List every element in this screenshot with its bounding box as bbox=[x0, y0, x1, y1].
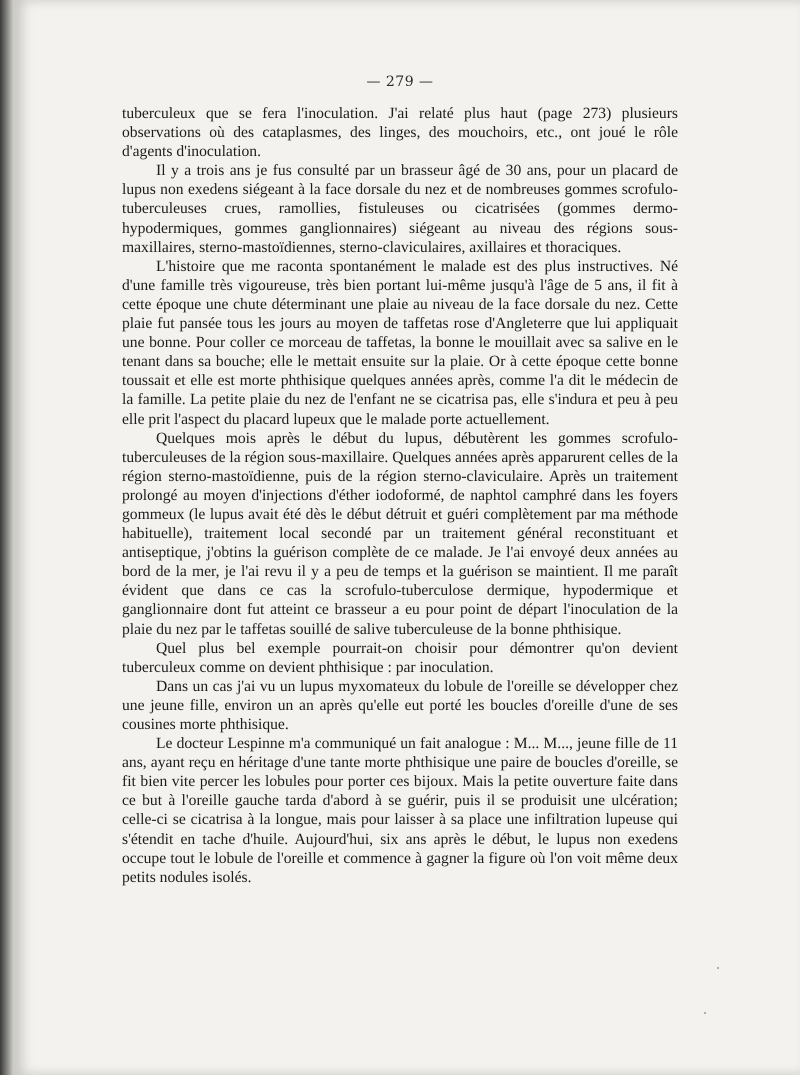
paragraph-3: L'histoire que me raconta spontanément le malade est des plus instructives. Né d'une famille très vigoureuse, très bien portant lui-même jusqu'à l'âge de 5 ans, il fit à cette époque une chute déterminant une plaie au niveau de la face dorsale du nez. Cette plaie fut pansée tous les jours au moyen de taffetas rose d'Angleterre que lui appliquait une bonne. Pour coller ce morceau de taffetas, la bonne le mouillait avec sa salive en le tenant dans sa bouche; elle le mettait ensuite sur la plaie. Or à cette époque cette bonne toussait et elle est morte phthisique quelques années après, comme l'a dit le médecin de la famille. La petite plaie du nez de l'enfant ne se cicatrisa pas, elle s'indura et peu à peu elle prit l'aspect du placard lupeux que le malade porte actuellement. bbox=[122, 257, 678, 428]
paragraph-4: Quelques mois après le début du lupus, débutèrent les gommes scrofulo-tuberculeuses de la région sous-maxillaire. Quelques années après apparurent celles de la région sterno-mastoïdienne, puis de la région sterno-claviculaire. Après un traitement prolongé au moyen d'injections d'éther iodoformé, de naphtol camphré dans les foyers gommeux (le lupus avait été dès le début détruit et guéri complètement par ma méthode habituelle), traitement local secondé par un traitement général reconstituant et antiseptique, j'obtins la guérison complète de ce malade. Je l'ai envoyé deux années au bord de la mer, je l'ai revu il y a peu de temps et la guérison se maintient. Il me paraît évident que dans ce cas la scrofulo-tuberculose dermique, hypodermique et ganglionnaire dont fut atteint ce brasseur a eu pour point de départ l'inoculation de la plaie du nez par le taffetas souillé de salive tuberculeuse de la bonne phthisique. bbox=[122, 429, 678, 638]
paragraph-6: Dans un cas j'ai vu un lupus myxomateux du lobule de l'oreille se développer chez une jeune fille, environ un an après qu'elle eut porté les boucles d'oreille d'une de ses cousines morte phthisique. bbox=[122, 677, 678, 733]
paper-speck bbox=[704, 1012, 706, 1014]
paragraph-1: tuberculeux que se fera l'inoculation. J'ai relaté plus haut (page 273) plusieurs observations où des cataplasmes, des linges, des mouchoirs, etc., ont joué le rôle d'agents d'inoculation. bbox=[122, 105, 678, 161]
paragraph-2: Il y a trois ans je fus consulté par un brasseur âgé de 30 ans, pour un placard de lupus non exedens siégeant à la face dorsale du nez et de nombreuses gommes scrofulo-tuberculeuses crues, ramollies, fistuleuses ou cicatrisées (gommes dermo-hypodermiques, gommes ganglionnaires) siégeant au niveau des régions sous-maxillaires, sterno-mastoïdiennes, sterno-claviculaires, axillaires et thoraciques. bbox=[122, 162, 678, 256]
paragraph-7: Le docteur Lespinne m'a communiqué un fait analogue : M... M..., jeune fille de 11 ans, ayant reçu en héritage d'une tante morte phthisique une paire de boucles d'oreille, se fit bien vite percer les lobules pour porter ces bijoux. Mais la petite ouverture faite dans ce but à l'oreille gauche tarda d'abord à se guérir, puis il se produisit une ulcération; celle-ci se cicatrisa à la longue, mais pour laisser à sa place une infiltration lupeuse qui s'étendit en tache d'huile. Aujourd'hui, six ans après le début, le lupus non exedens occupe tout le lobule de l'oreille et commence à gagner la figure où l'on voit même deux petits nodules isolés. bbox=[122, 735, 678, 886]
page-number: — 279 — bbox=[366, 74, 434, 90]
paper-speck bbox=[717, 967, 719, 969]
paragraph-5: Quel plus bel exemple pourrait-on choisir pour démontrer qu'on devient tuberculeux comme on devient phthisique : par inoculation. bbox=[122, 639, 678, 676]
body-text bbox=[122, 104, 678, 887]
